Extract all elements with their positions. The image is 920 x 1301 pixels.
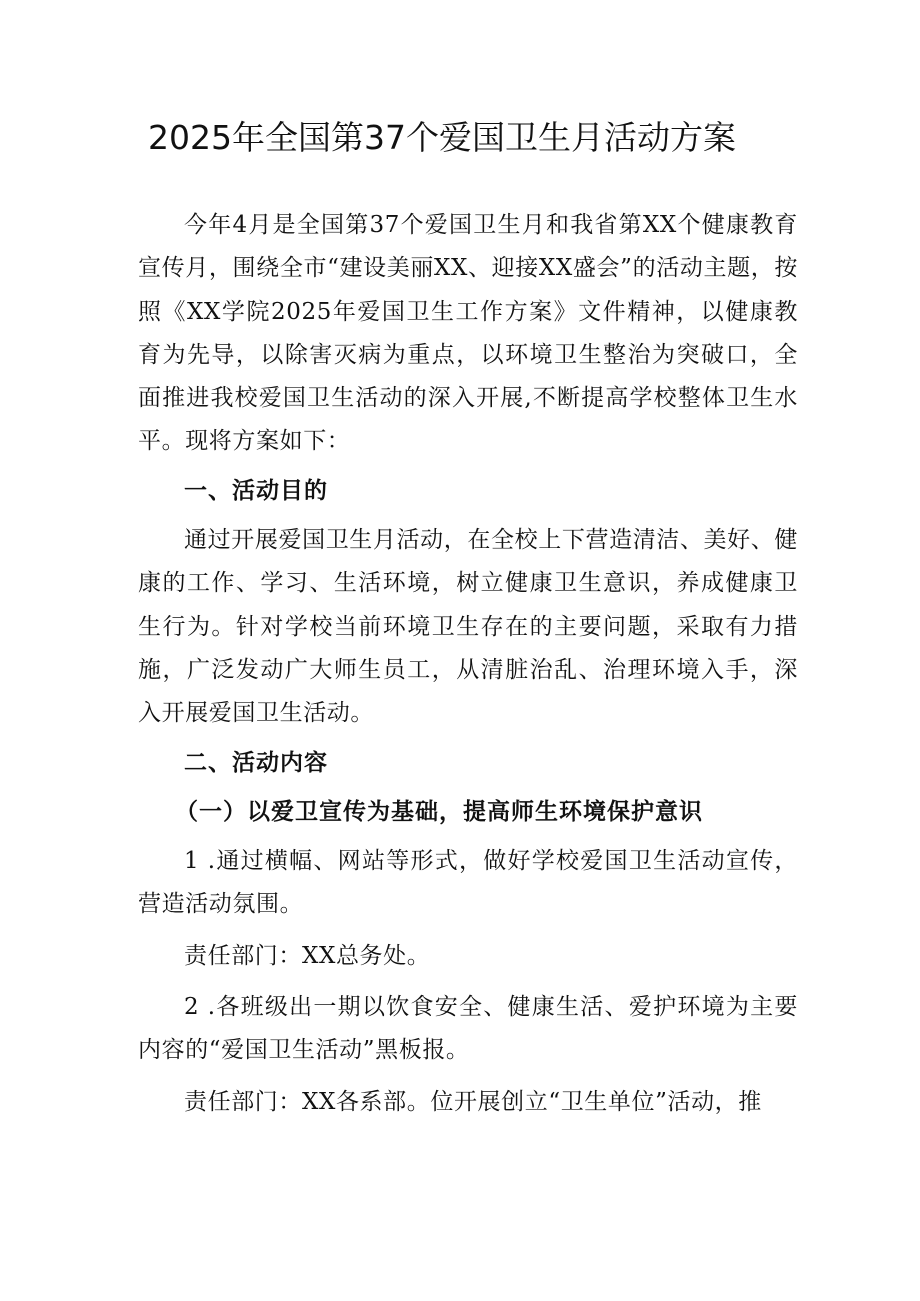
subsection-heading-publicity: （一）以爱卫宣传为基础，提高师生环境保护意识 [175, 798, 703, 825]
purpose-paragraph: 通过开展爱国卫生月活动，在全校上下营造清洁、美好、健康的工作、学习、生活环境，树立健康卫生意识，养成健康卫生行为。针对学校当前环境卫生存在的主要问题，采取有力措施，广泛发动广大师生员工，从清脏治乱、治理环境入手，深入开展爱国卫生活动。 [138, 527, 798, 727]
item-1: 1 .通过横幅、网站等形式，做好学校爱国卫生活动宣传，营造活动氛围。 [138, 848, 798, 918]
section-heading-content: 二、活动内容 [184, 749, 328, 776]
item-2: 2 .各班级出一期以饮食安全、健康生活、爱护环境为主要内容的“爱国卫生活动”黑板报。 [138, 994, 798, 1064]
item-1-department: 责任部门：XX总务处。 [184, 942, 431, 969]
section-heading-purpose: 一、活动目的 [184, 477, 328, 504]
document-title: 2025年全国第37个爱国卫生月活动方案 [148, 118, 736, 157]
intro-paragraph: 今年4月是全国第37个爱国卫生月和我省第XX个健康教育宣传月，围绕全市“建设美丽XX、迎接XX盛会”的活动主题，按照《XX学院2025年爱国卫生工作方案》文件精神，以健康教育为先导，以除害灭病为重点，以环境卫生整治为突破口，全面推进我校爱国卫生活动的深入开展,不断提高学校整体卫生水平。现将方案如下： [138, 212, 798, 455]
document-body [138, 204, 798, 1124]
item-2-department: 责任部门：XX各系部。位开展创立“卫生单位”活动，推 [184, 1088, 762, 1115]
